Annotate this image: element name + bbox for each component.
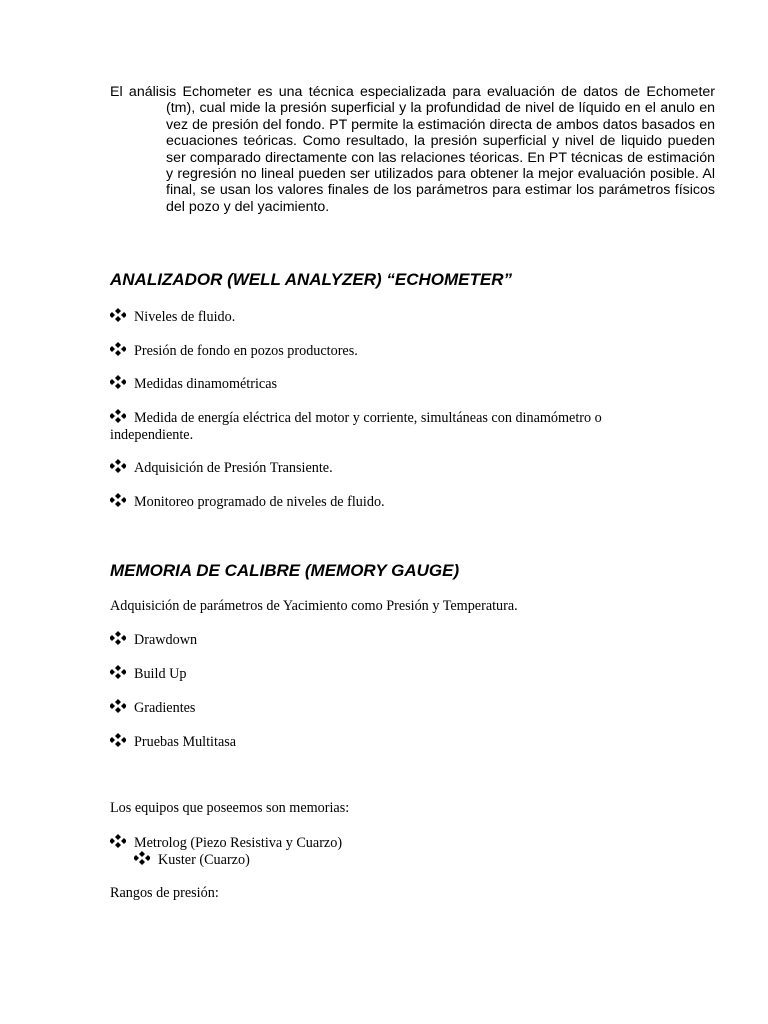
four-diamond-bullet-icon [110, 375, 134, 389]
four-diamond-bullet-icon [110, 459, 134, 473]
list-item-text: Presión de fondo en pozos productores. [134, 343, 358, 359]
list-item-text: Build Up [134, 666, 187, 682]
four-diamond-bullet-icon [110, 699, 134, 713]
list-item [110, 409, 655, 444]
list-item-text: Kuster (Cuarzo) [158, 852, 250, 868]
list-item-text: Gradientes [134, 700, 196, 716]
list-item [110, 308, 655, 326]
four-diamond-bullet-icon [110, 733, 134, 747]
list-item [110, 665, 655, 683]
list-item [110, 699, 655, 717]
section-heading-memory-gauge: MEMORIA DE CALIBRE (MEMORY GAUGE) [110, 561, 460, 580]
list-item [110, 733, 655, 751]
list-item [110, 342, 655, 360]
list-item-text: Adquisición de Presión Transiente. [134, 460, 333, 476]
list-item-text: Monitoreo programado de niveles de fluido. [134, 494, 385, 510]
list-item [110, 459, 655, 477]
four-diamond-bullet-icon [110, 834, 134, 848]
four-diamond-bullet-icon [110, 342, 134, 356]
equipment-intro: Los equipos que poseemos son memorias: [110, 800, 350, 816]
list-item [110, 834, 655, 852]
list-item [110, 375, 655, 393]
list-item [134, 851, 679, 869]
section-heading-echometer: ANALIZADOR (WELL ANALYZER) “ECHOMETER” [110, 270, 512, 289]
list-item-text: Drawdown [134, 632, 198, 648]
four-diamond-bullet-icon [110, 665, 134, 679]
four-diamond-bullet-icon [134, 851, 158, 865]
list-item-text: Pruebas Multitasa [134, 734, 237, 750]
intro-paragraph: El análisis Echometer es una técnica especializada para evaluación de datos de Echometer (tm), cual mide la presión superficial y la profundidad de nivel de líquido en el anulo en vez de presión del fondo. PT permite la estimación directa de ambos datos basados en ecuaciones teóricas. Como resultado, la presión superficial y nivel de liquido pueden ser comparado directamente con las relaciones téoricas. En PT técnicas de estimación y regresión no lineal pueden ser utilizados para obtener la mejor evaluación posible. Al final, se usan los valores finales de los parámetros para estimar los parámetros físicos del pozo y del yacimiento. [110, 84, 715, 215]
four-diamond-bullet-icon [110, 493, 134, 507]
list-item [110, 631, 655, 649]
pressure-ranges-label: Rangos de presión: [110, 885, 219, 901]
list-item [110, 493, 655, 511]
list-item-text: Medidas dinamométricas [134, 376, 278, 392]
memory-gauge-intro: Adquisición de parámetros de Yacimiento como Presión y Temperatura. [110, 598, 518, 614]
four-diamond-bullet-icon [110, 631, 134, 645]
list-item-text: Medida de energía eléctrica del motor y corriente, simultáneas con dinamómetro o independiente. [110, 410, 602, 443]
list-item-text: Metrolog (Piezo Resistiva y Cuarzo) [134, 835, 343, 851]
four-diamond-bullet-icon [110, 409, 134, 423]
four-diamond-bullet-icon [110, 308, 134, 322]
list-item-text: Niveles de fluido. [134, 309, 236, 325]
